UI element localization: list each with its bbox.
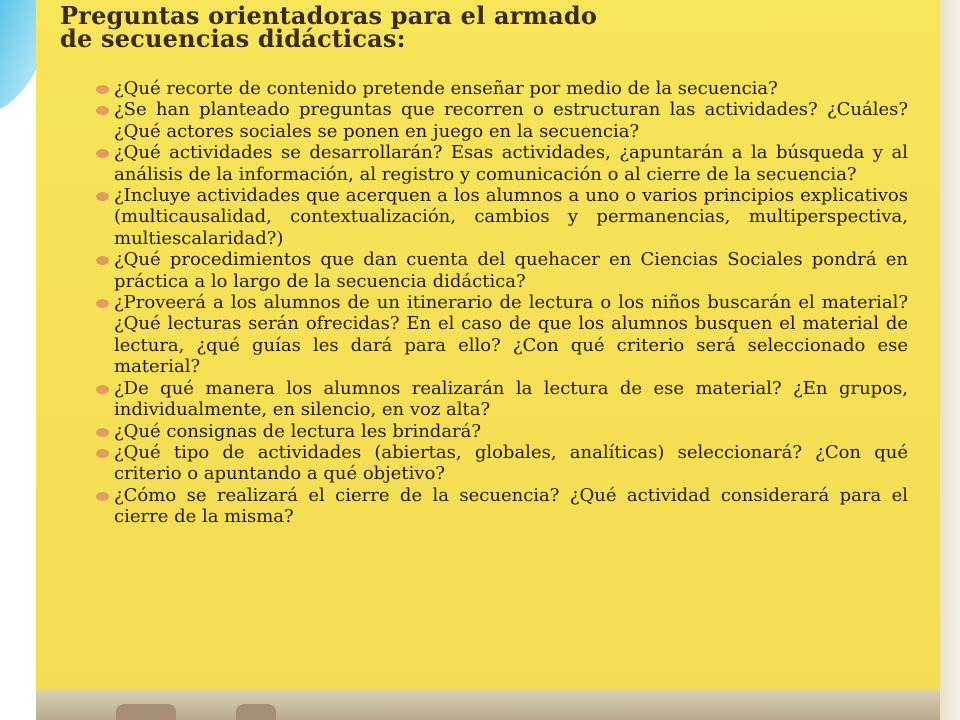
bullet-icon bbox=[96, 449, 109, 458]
bullet-icon bbox=[96, 385, 109, 394]
list-item bbox=[92, 142, 908, 185]
list-item bbox=[92, 442, 908, 485]
photo-fragment bbox=[236, 704, 276, 720]
question-text: ¿Qué consignas de lectura les brindará? bbox=[114, 420, 482, 442]
bullet-icon bbox=[96, 149, 109, 158]
question-text: ¿De qué manera los alumnos realizarán la lectura de ese material? ¿En grupos, individualmente, en silencio, en voz alta? bbox=[114, 377, 908, 421]
bullet-icon bbox=[96, 428, 109, 437]
question-text: ¿Se han planteado preguntas que recorren o estructuran las actividades? ¿Cuáles? ¿Qué actores sociales se ponen en juego en la secuencia? bbox=[114, 99, 908, 142]
list-item bbox=[92, 292, 908, 378]
title-line-1: Preguntas orientadoras para el armado bbox=[60, 1, 598, 30]
question-text: ¿Qué procedimientos que dan cuenta del quehacer en Ciencias Sociales pondrá en práctica a lo largo de la secuencia didáctica? bbox=[114, 249, 908, 292]
question-text: ¿Cómo se realizará el cierre de la secuencia? ¿Qué actividad considerará para el cierre de la misma? bbox=[114, 484, 908, 528]
list-item bbox=[92, 421, 908, 442]
title-line-2: de secuencias didácticas: bbox=[60, 24, 406, 53]
bullet-icon bbox=[96, 106, 109, 115]
question-list bbox=[92, 78, 908, 528]
photo-fragment bbox=[116, 704, 176, 720]
question-text: ¿Qué recorte de contenido pretende enseñar por medio de la secuencia? bbox=[114, 78, 778, 99]
scan-right-margin bbox=[940, 0, 960, 720]
bullet-icon bbox=[96, 192, 109, 201]
list-item bbox=[92, 485, 908, 528]
list-item bbox=[92, 378, 908, 421]
bullet-icon bbox=[96, 85, 109, 94]
document-title bbox=[60, 1, 780, 53]
question-text: ¿Proveerá a los alumnos de un itinerario de lectura o los niños buscarán el material? ¿Qué lecturas serán ofrecidas? En el caso de que los alumnos busquen el material de lectura, ¿qué guías les dará para ello? ¿Con qué criterio será seleccionado ese material? bbox=[114, 292, 908, 378]
question-text: ¿Qué actividades se desarrollarán? Esas actividades, ¿apuntarán a la búsqueda y al análisis de la información, al registro y comunicación o al cierre de la secuencia? bbox=[114, 142, 908, 185]
bullet-icon bbox=[96, 299, 109, 308]
list-item bbox=[92, 185, 908, 249]
list-item bbox=[92, 78, 908, 99]
question-text: ¿Incluye actividades que acerquen a los alumnos a uno o varios principios explicativos (multicausalidad, contextualización, cambios y permanencias, multiperspectiva, multiescalaridad?) bbox=[114, 185, 908, 249]
scan-bottom-photo-strip bbox=[36, 690, 940, 720]
question-text: ¿Qué tipo de actividades (abiertas, globales, analíticas) seleccionará? ¿Con qué criterio o apuntando a qué objetivo? bbox=[114, 441, 908, 485]
bullet-icon bbox=[96, 492, 109, 501]
bullet-icon bbox=[96, 256, 109, 265]
list-item bbox=[92, 249, 908, 292]
list-item bbox=[92, 99, 908, 142]
